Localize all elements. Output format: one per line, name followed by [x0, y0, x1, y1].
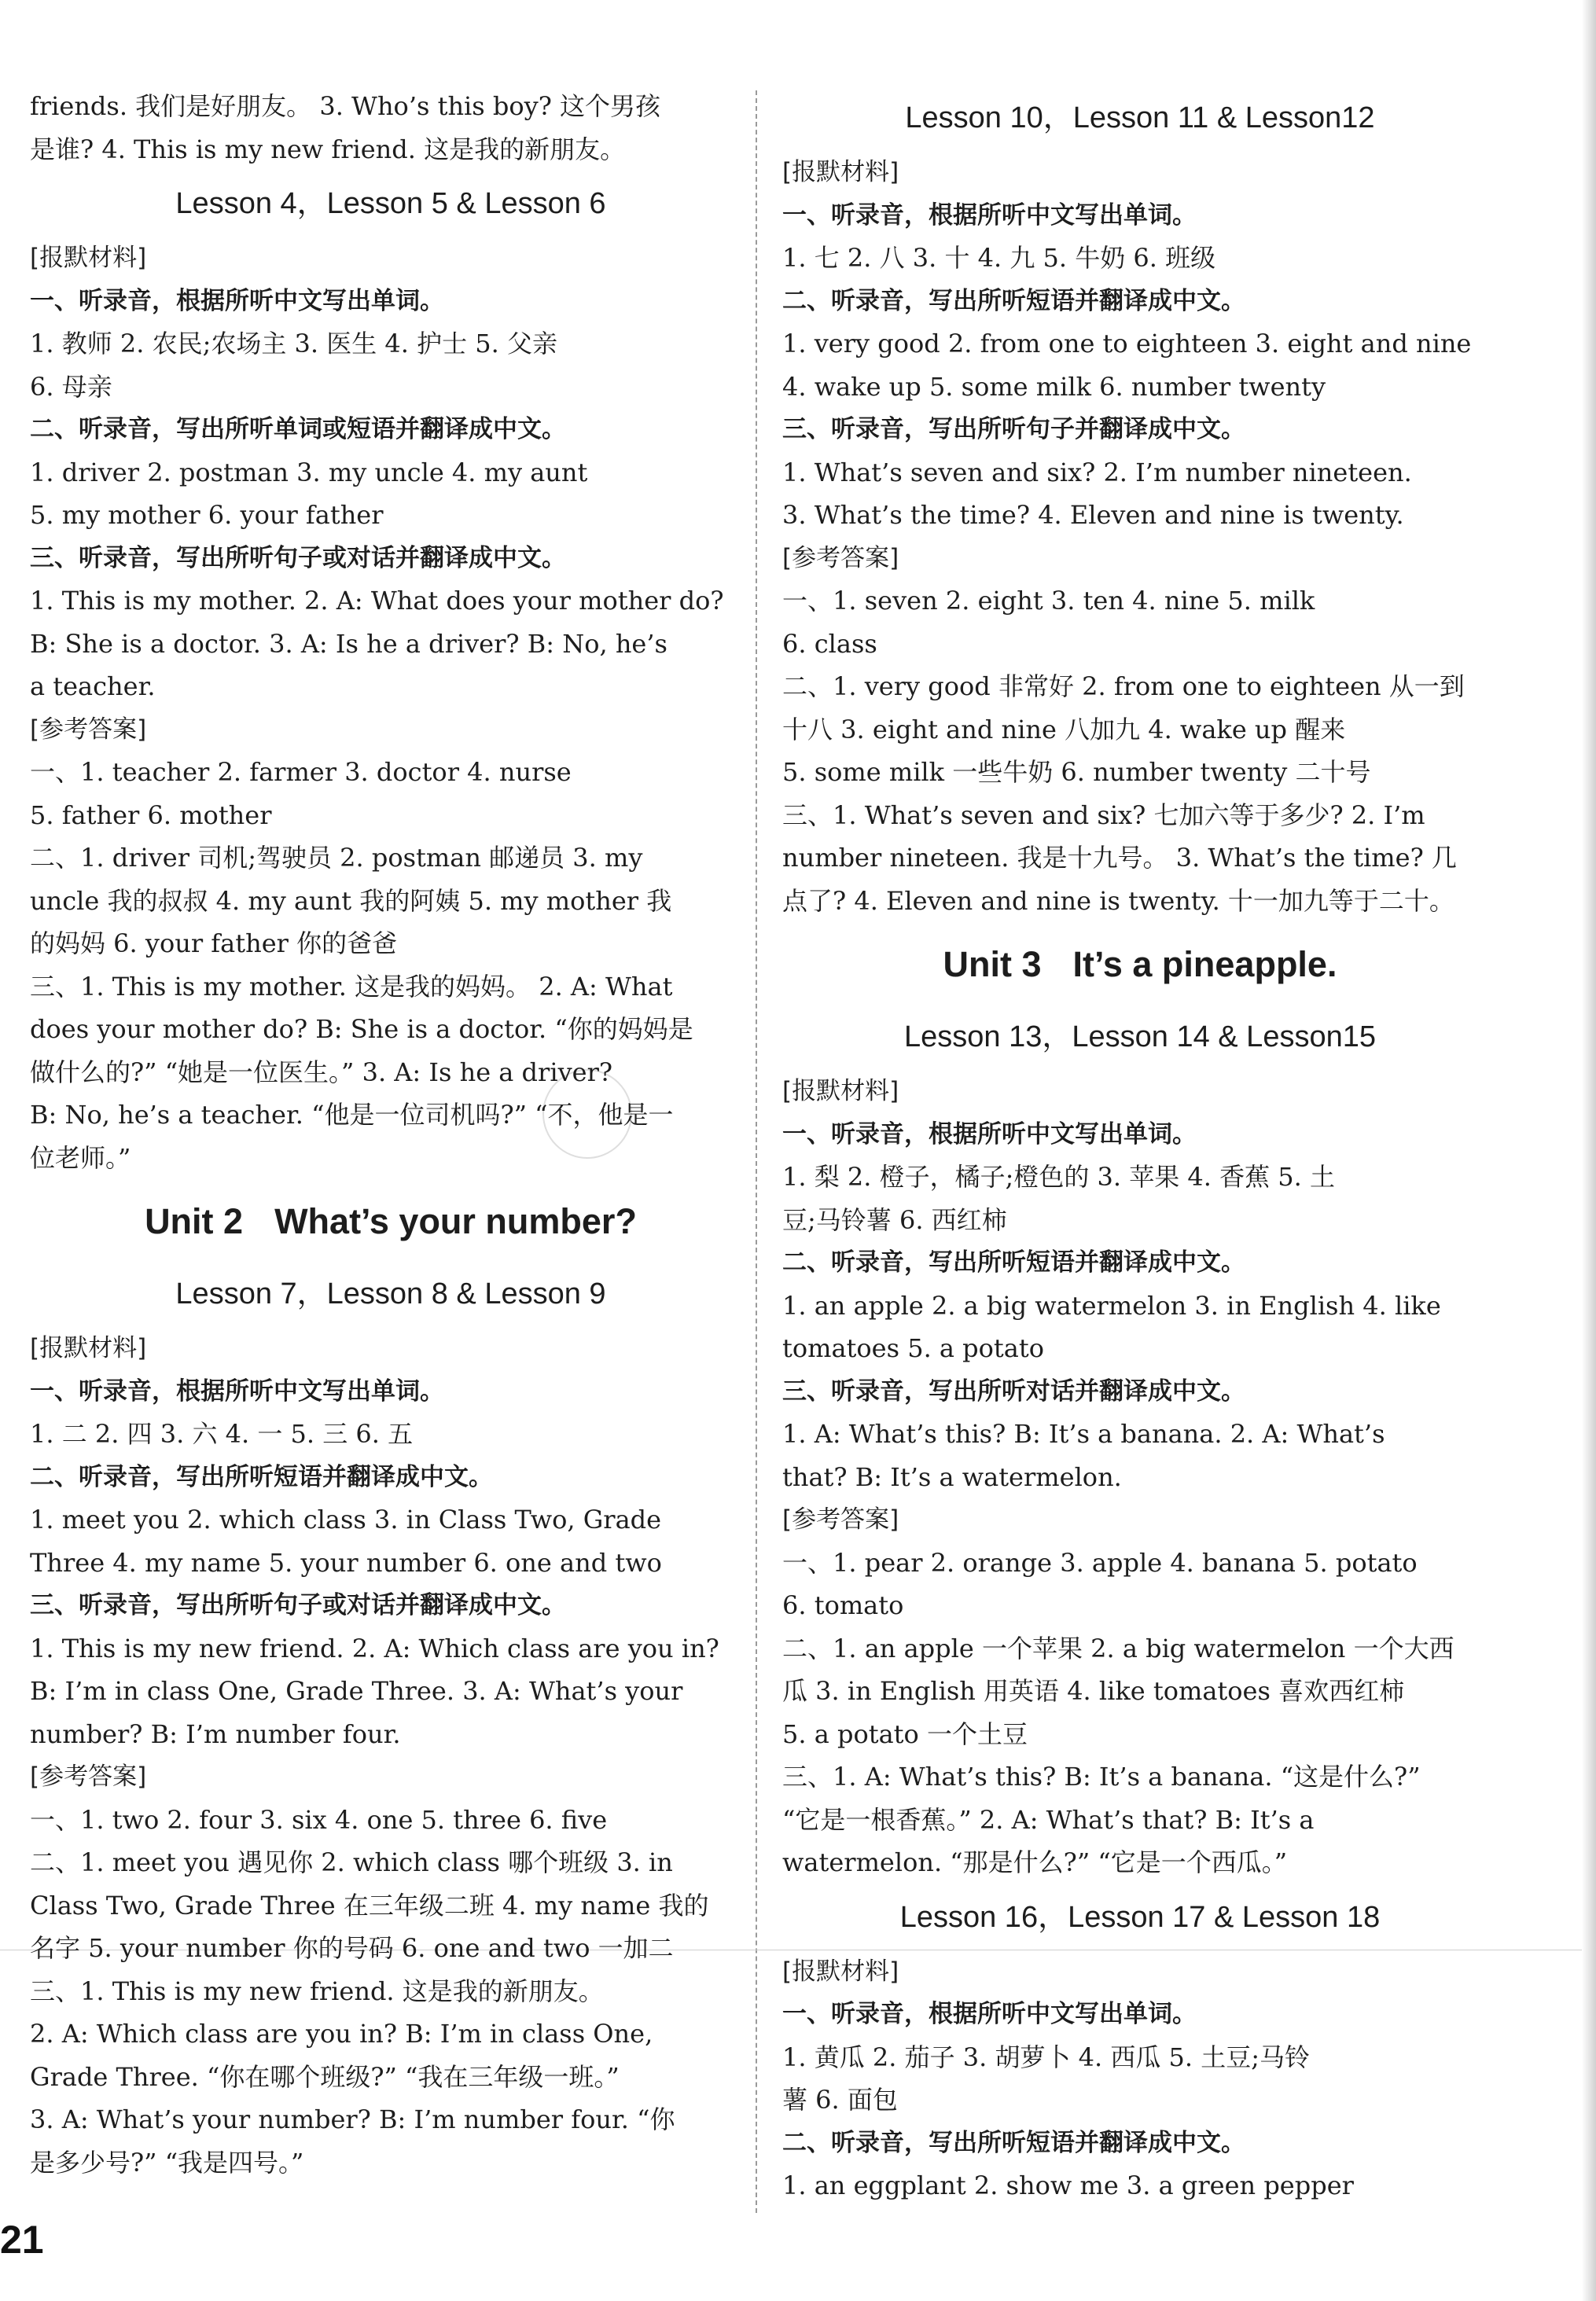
section-tag: [参考答案]: [782, 1505, 899, 1534]
answer-line: 三、1. This is my new friend. 这是我的新朋友。: [30, 1976, 604, 2006]
section-heading: 一、听录音，根据所听中文写出单词。: [782, 1119, 1197, 1149]
section-heading: 二、听录音，写出所听单词或短语并翻译成中文。: [30, 415, 566, 443]
left-column: [30, 85, 752, 2184]
answer-line: B: No, he’s a teacher. “他是一位司机吗?” “不，他是一: [30, 1100, 674, 1130]
answer-line: 的妈妈 6. your father 你的爸爸: [30, 928, 398, 958]
answer-line: 2. A: Which class are you in? B: I’m in class One,: [30, 2019, 653, 2049]
section-tag: [参考答案]: [30, 1763, 147, 1791]
text-line: tomatoes 5. a potato: [782, 1333, 1044, 1363]
section-tag: [报默材料]: [782, 1077, 899, 1105]
text-line: 1. very good 2. from one to eighteen 3. eight and nine: [782, 329, 1472, 358]
text-line: 1. A: What’s this? B: It’s a banana. 2. A: What’s: [782, 1419, 1385, 1449]
answer-line: 二、1. meet you 遇见你 2. which class 哪个班级 3. in: [30, 1847, 673, 1877]
section-tag: [参考答案]: [782, 543, 899, 572]
text-line: 1. an eggplant 2. show me 3. a green pepper: [782, 2171, 1354, 2200]
section-heading: 二、听录音，写出所听短语并翻译成中文。: [782, 1248, 1245, 1277]
answer-line: 做什么的?” “她是一位医生。” 3. A: Is he a driver?: [30, 1057, 613, 1087]
right-column: [782, 85, 1498, 2207]
answer-line: 是多少号?” “我是四号。”: [30, 2147, 304, 2178]
text-line: 6. 母亲: [30, 371, 112, 402]
unit-heading: [30, 1185, 752, 1258]
answer-line: Class Two, Grade Three 在三年级二班 4. my name 我的: [30, 1890, 709, 1921]
text-line: 1. 七 2. 八 3. 十 4. 九 5. 牛奶 6. 班级: [782, 243, 1216, 273]
answer-line: does your mother do? B: She is a doctor. “你的妈妈是: [30, 1014, 693, 1044]
text-line: 1. 梨 2. 橙子，橘子;橙色的 3. 苹果 4. 香蕉 5. 土: [782, 1162, 1335, 1192]
answer-line: 5. a potato 一个土豆: [782, 1718, 1028, 1749]
answer-line: 三、1. What’s seven and six? 七加六等于多少? 2. I’m: [782, 799, 1425, 830]
section-tag: [报默材料]: [782, 1957, 899, 1986]
text-line: 1. driver 2. postman 3. my uncle 4. my aunt: [30, 457, 588, 487]
text-line: 1. This is my mother. 2. A: What does your mother do?: [30, 586, 724, 616]
answer-line: 6. class: [782, 628, 877, 659]
text-line: 是谁? 4. This is my new friend. 这是我的新朋友。: [30, 134, 626, 164]
answer-line: 6. tomato: [782, 1590, 904, 1620]
page-edge-shadow: [1582, 0, 1596, 2301]
lesson-title: Lesson 16，Lesson 17 & Lesson 18: [899, 1900, 1381, 1934]
answer-line: 三、1. This is my mother. 这是我的妈妈。 2. A: What: [30, 971, 673, 1002]
answer-line: “它是一根香蕉。” 2. A: What’s that? B: It’s a: [782, 1804, 1315, 1835]
text-line: 1. 黄瓜 2. 茄子 3. 胡萝卜 4. 西瓜 5. 土豆;马铃: [782, 2042, 1310, 2072]
section-heading: 三、听录音，写出所听句子或对话并翻译成中文。: [30, 543, 566, 572]
unit-heading: [782, 928, 1498, 1001]
section-tag: [参考答案]: [30, 715, 147, 744]
answer-line: 瓜 3. in English 用英语 4. like tomatoes 喜欢西红柿: [782, 1676, 1405, 1706]
answer-line: Grade Three. “你在哪个班级?” “我在三年级一班。”: [30, 2061, 620, 2092]
answer-line: 三、1. A: What’s this? B: It’s a banana. “这是什么?”: [782, 1762, 1421, 1792]
answer-line: 名字 5. your number 你的号码 6. one and two 一加二: [30, 1933, 674, 1963]
text-line: 薯 6. 面包: [782, 2085, 898, 2115]
section-heading: 二、听录音，写出所听短语并翻译成中文。: [30, 1462, 493, 1491]
answer-line: 一、1. pear 2. orange 3. apple 4. banana 5. potato: [782, 1547, 1418, 1578]
unit-number: Unit 2: [145, 1201, 244, 1241]
text-line: a teacher.: [30, 671, 156, 701]
text-line: 1. What’s seven and six? 2. I’m number nineteen.: [782, 457, 1412, 487]
section-heading: 三、听录音，写出所听句子或对话并翻译成中文。: [30, 1591, 566, 1619]
lesson-title: Lesson 4，Lesson 5 & Lesson 6: [175, 187, 606, 220]
answer-line: 3. A: What’s your number? B: I’m number four. “你: [30, 2104, 675, 2134]
text-line: 1. This is my new friend. 2. A: Which class are you in?: [30, 1633, 719, 1663]
unit-title: What’s your number?: [274, 1201, 637, 1241]
section-heading: 三、听录音，写出所听对话并翻译成中文。: [782, 1377, 1245, 1406]
text-line: Three 4. my name 5. your number 6. one and two: [30, 1547, 662, 1578]
section-heading: 一、听录音，根据所听中文写出单词。: [782, 200, 1197, 230]
text-line: 5. my mother 6. your father: [30, 500, 384, 530]
unit-title: It’s a pineapple.: [1072, 944, 1337, 984]
section-heading: 一、听录音，根据所听中文写出单词。: [30, 1377, 444, 1406]
unit-number: Unit 3: [943, 944, 1042, 984]
lesson-title: Lesson 13，Lesson 14 & Lesson15: [904, 1020, 1376, 1053]
answer-line: 5. father 6. mother: [30, 799, 272, 830]
answer-line: 一、1. seven 2. eight 3. ten 4. nine 5. milk: [782, 586, 1315, 616]
text-line: that? B: It’s a watermelon.: [782, 1461, 1122, 1492]
section-tag: [报默材料]: [782, 158, 899, 186]
text-line: number? B: I’m number four.: [30, 1718, 401, 1749]
text-line: 1. 二 2. 四 3. 六 4. 一 5. 三 6. 五: [30, 1419, 414, 1449]
section-heading: 二、听录音，写出所听短语并翻译成中文。: [782, 2128, 1245, 2157]
answer-line: 位老师。”: [30, 1142, 131, 1173]
answer-line: 点了? 4. Eleven and nine is twenty. 十一加九等于二十。: [782, 885, 1454, 916]
answer-line: 二、1. very good 非常好 2. from one to eighteen 从一到: [782, 671, 1465, 701]
text-line: 1. an apple 2. a big watermelon 3. in English 4. like: [782, 1290, 1441, 1321]
lesson-title: Lesson 7，Lesson 8 & Lesson 9: [175, 1277, 606, 1310]
column-divider: [756, 90, 757, 2213]
text-line: 豆;马铃薯 6. 西红柿: [782, 1204, 1007, 1235]
answer-line: 一、1. teacher 2. farmer 3. doctor 4. nurse: [30, 757, 572, 787]
text-line: 3. What’s the time? 4. Eleven and nine is twenty.: [782, 500, 1404, 530]
section-heading: 一、听录音，根据所听中文写出单词。: [782, 2000, 1197, 2028]
text-line: 1. meet you 2. which class 3. in Class Two, Grade: [30, 1505, 662, 1535]
answer-line: 二、1. an apple 一个苹果 2. a big watermelon 一个大西: [782, 1633, 1454, 1663]
answer-line: number nineteen. 我是十九号。 3. What’s the time? 几: [782, 843, 1457, 873]
text-line: 4. wake up 5. some milk 6. number twenty: [782, 371, 1326, 402]
text-line: B: She is a doctor. 3. A: Is he a driver? B: No, he’s: [30, 628, 667, 659]
section-tag: [报默材料]: [30, 244, 147, 272]
answer-line: uncle 我的叔叔 4. my aunt 我的阿姨 5. my mother 我: [30, 885, 672, 916]
lesson-title: Lesson 10，Lesson 11 & Lesson12: [905, 101, 1375, 134]
answer-line: 二、1. driver 司机;驾驶员 2. postman 邮递员 3. my: [30, 843, 643, 873]
text-line: 1. 教师 2. 农民;农场主 3. 医生 4. 护士 5. 父亲: [30, 329, 557, 358]
section-heading: 三、听录音，写出所听句子并翻译成中文。: [782, 415, 1245, 443]
text-line: B: I’m in class One, Grade Three. 3. A: What’s your: [30, 1676, 683, 1706]
section-tag: [报默材料]: [30, 1334, 147, 1362]
answer-line: 十八 3. eight and nine 八加九 4. wake up 醒来: [782, 714, 1346, 744]
answer-line: 5. some milk 一些牛奶 6. number twenty 二十号: [782, 757, 1371, 787]
section-heading: 二、听录音，写出所听短语并翻译成中文。: [782, 286, 1245, 315]
page-number: 21: [0, 2218, 44, 2262]
answer-line: watermelon. “那是什么?” “它是一个西瓜。”: [782, 1847, 1288, 1877]
text-line: friends. 我们是好朋友。 3. Who’s this boy? 这个男孩: [30, 91, 661, 121]
section-heading: 一、听录音，根据所听中文写出单词。: [30, 286, 444, 315]
answer-line: 一、1. two 2. four 3. six 4. one 5. three 6. five: [30, 1804, 608, 1835]
